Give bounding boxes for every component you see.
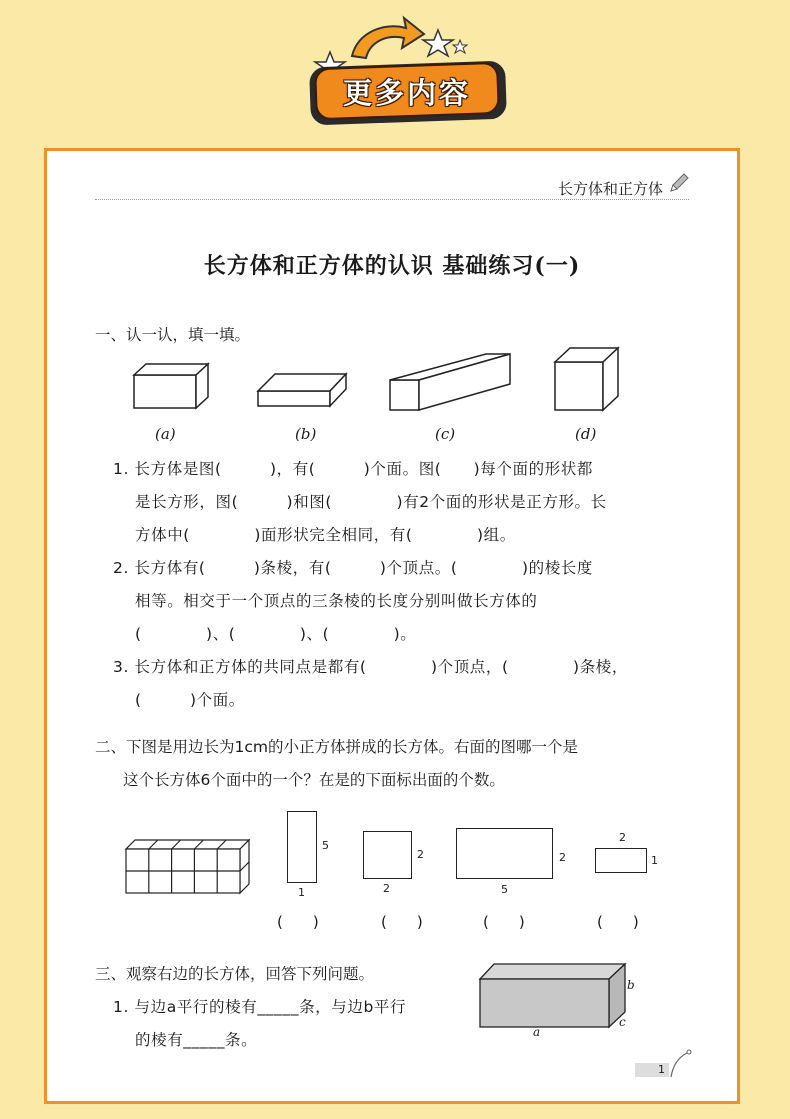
arrow-icon xyxy=(352,18,424,58)
question-2-line-2: 相等。相交于一个顶点的三条棱的长度分别叫做长方体的 xyxy=(135,592,538,610)
answer-blank-1[interactable]: ( ) xyxy=(277,913,319,931)
figure-label-d: (d) xyxy=(575,425,597,443)
section-2-heading-line-2: 这个长方体6个面中的一个？在是的下面标出面的个数。 xyxy=(123,771,505,789)
banner-label[interactable]: 更多内容 xyxy=(342,75,471,110)
figure-cuboid-c xyxy=(389,353,513,413)
edge-label-b: b xyxy=(627,978,635,992)
page-number: 1 xyxy=(635,1063,669,1077)
face-rect-2x1 xyxy=(595,848,647,873)
face-1-side-label: 5 xyxy=(322,839,329,852)
face-3-side-label: 2 xyxy=(559,851,566,864)
face-2-bottom-label: 2 xyxy=(383,882,390,895)
section-3-heading: 三、观察右边的长方体，回答下列问题。 xyxy=(95,965,375,983)
face-rect-5x2 xyxy=(456,828,553,879)
question-1-line-1: 1. 长方体是图( )，有( )个面。图( )每个面的形状都 xyxy=(113,460,593,478)
question-3-line-1: 3. 长方体和正方体的共同点是都有( )个顶点，( )条棱， xyxy=(113,658,629,676)
question-3-line-2: ( )个面。 xyxy=(135,691,245,709)
edge-label-c: c xyxy=(619,1015,626,1029)
figure-cuboid-b xyxy=(257,373,349,409)
answer-blank-2[interactable]: ( ) xyxy=(381,913,423,931)
figure-cube-d xyxy=(554,347,624,413)
pencil-icon xyxy=(667,171,691,195)
section-1-heading: 一、认一认，填一填。 xyxy=(95,326,251,344)
face-1-bottom-label: 1 xyxy=(298,886,305,899)
question-1-line-3: 方体中( )面形状完全相同，有( )组。 xyxy=(135,526,516,544)
star-icon xyxy=(423,30,453,56)
header-divider xyxy=(95,199,689,200)
face-4-top-label: 2 xyxy=(619,831,626,844)
face-rect-2x2 xyxy=(363,831,412,879)
section-3-line-2: 的棱有_____条。 xyxy=(135,1031,258,1049)
question-2-line-3: ( )、( )、( )。 xyxy=(135,625,417,643)
question-1-line-2: 是长方形，图( )和图( )有2个面的形状是正方形。长 xyxy=(135,493,607,511)
answer-blank-3[interactable]: ( ) xyxy=(483,913,525,931)
edge-label-a: a xyxy=(533,1025,541,1039)
shaded-cuboid xyxy=(479,963,629,1031)
figure-label-a: (a) xyxy=(155,425,176,443)
section-2-heading: 二、下图是用边长为1cm的小正方体拼成的长方体。右面的图哪一个是 xyxy=(95,738,578,756)
figure-label-c: (c) xyxy=(435,425,456,443)
face-2-side-label: 2 xyxy=(417,848,424,861)
unit-cube-stack xyxy=(125,839,253,895)
figure-label-b: (b) xyxy=(295,425,317,443)
question-2-line-1: 2. 长方体有( )条棱，有( )个顶点。( )的棱长度 xyxy=(113,559,593,577)
header-title: 长方体和正方体 xyxy=(557,180,663,198)
page-title: 长方体和正方体的认识 基础练习(一) xyxy=(203,253,581,279)
answer-blank-4[interactable]: ( ) xyxy=(597,913,639,931)
section-3-line-1: 1. 与边a平行的棱有_____条，与边b平行 xyxy=(113,998,407,1016)
pen-swirl-icon xyxy=(667,1049,693,1079)
worksheet-page xyxy=(44,148,740,1104)
face-rect-1x5 xyxy=(287,811,317,883)
face-4-side-label: 1 xyxy=(651,854,658,867)
figure-cuboid-a xyxy=(133,363,213,413)
face-3-bottom-label: 5 xyxy=(501,883,508,896)
